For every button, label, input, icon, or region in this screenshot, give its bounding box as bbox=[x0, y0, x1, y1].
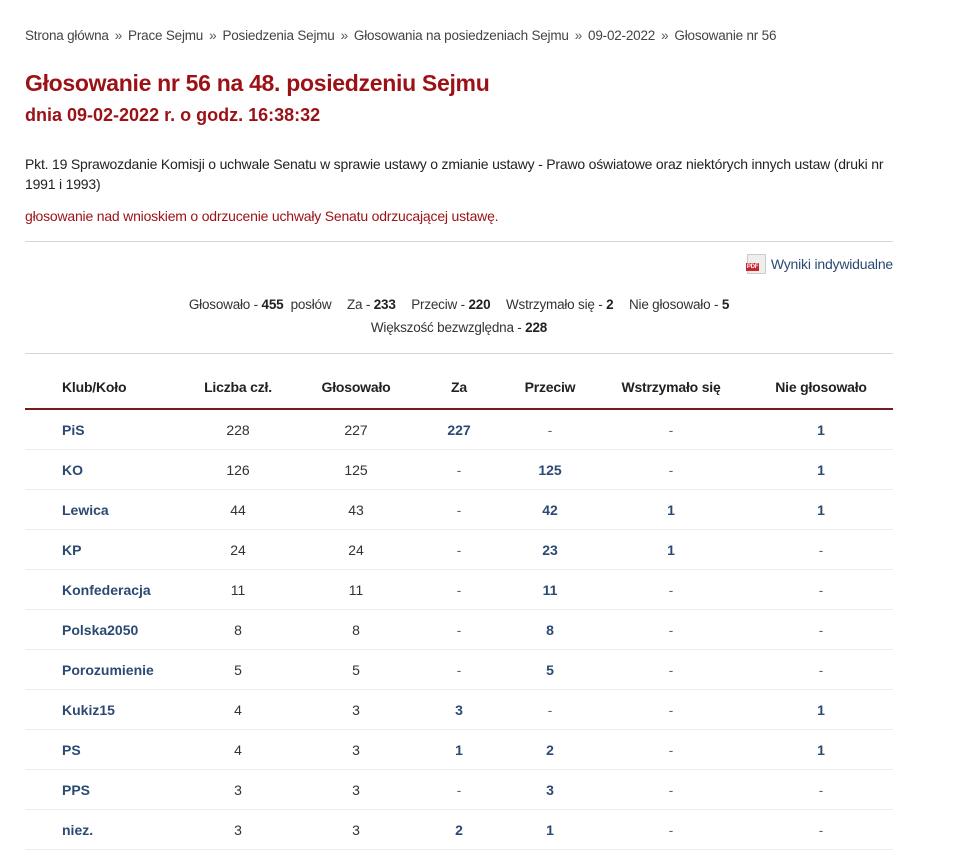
member-count: 5 bbox=[234, 661, 242, 678]
vote-count: 8 bbox=[546, 621, 554, 638]
against-label: Przeciw - bbox=[411, 297, 469, 312]
member-count: 8 bbox=[234, 621, 242, 638]
table-row bbox=[25, 810, 893, 850]
table-cell bbox=[593, 610, 749, 650]
empty-value: - bbox=[668, 781, 674, 798]
member-count: 4 bbox=[234, 701, 242, 718]
table-cell bbox=[301, 730, 411, 770]
table-cell bbox=[175, 450, 301, 490]
empty-value: - bbox=[456, 661, 462, 678]
member-count: 3 bbox=[352, 741, 360, 758]
table-cell bbox=[25, 650, 175, 690]
breadcrumb-item[interactable]: Prace Sejmu bbox=[128, 28, 204, 43]
empty-value: - bbox=[818, 621, 824, 638]
table-cell bbox=[175, 650, 301, 690]
table-row bbox=[25, 770, 893, 810]
column-header: Przeciw bbox=[507, 366, 593, 409]
table-cell bbox=[749, 810, 893, 850]
table-row bbox=[25, 610, 893, 650]
table-cell bbox=[411, 450, 507, 490]
club-link[interactable]: PPS bbox=[62, 781, 91, 798]
member-count: 3 bbox=[234, 821, 242, 838]
table-row bbox=[25, 690, 893, 730]
voted-suffix: posłów bbox=[290, 297, 332, 312]
table-cell bbox=[411, 610, 507, 650]
table-cell bbox=[175, 770, 301, 810]
table-cell bbox=[507, 570, 593, 610]
table-cell bbox=[301, 490, 411, 530]
vote-count: 23 bbox=[542, 541, 558, 558]
pdf-icon-label: PDF bbox=[746, 264, 759, 270]
club-link[interactable]: Porozumienie bbox=[62, 661, 154, 678]
table-cell bbox=[301, 810, 411, 850]
member-count: 24 bbox=[230, 541, 246, 558]
table-cell bbox=[25, 810, 175, 850]
table-cell bbox=[175, 409, 301, 450]
individual-results-link[interactable] bbox=[747, 254, 893, 274]
empty-value: - bbox=[456, 621, 462, 638]
table-cell bbox=[25, 570, 175, 610]
table-cell bbox=[411, 490, 507, 530]
column-header: Liczba czł. bbox=[175, 366, 301, 409]
vote-count: 11 bbox=[542, 581, 558, 598]
empty-value: - bbox=[456, 461, 462, 478]
table-cell bbox=[749, 610, 893, 650]
vote-count: 1 bbox=[817, 741, 825, 758]
table-cell bbox=[411, 770, 507, 810]
table-cell bbox=[301, 690, 411, 730]
abstain-label: Wstrzymało się - bbox=[505, 297, 607, 312]
table-cell bbox=[175, 690, 301, 730]
member-count: 227 bbox=[344, 421, 368, 438]
table-cell bbox=[411, 530, 507, 570]
page-title: Głosowanie nr 56 na 48. posiedzeniu Sejmu bbox=[25, 70, 490, 96]
table-cell bbox=[175, 570, 301, 610]
agenda-description: Pkt. 19 Sprawozdanie Komisji o uchwale Senatu w sprawie ustawy o zmianie ustawy - Prawo oświatowe oraz niektórych innych ustaw (druki nr 1991 i 1993) bbox=[25, 156, 884, 192]
empty-value: - bbox=[456, 541, 462, 558]
breadcrumb-item[interactable]: Posiedzenia Sejmu bbox=[222, 28, 335, 43]
member-count: 3 bbox=[352, 821, 360, 838]
table-cell bbox=[175, 810, 301, 850]
table-cell bbox=[301, 610, 411, 650]
table-cell bbox=[593, 409, 749, 450]
vote-count: 1 bbox=[667, 541, 675, 558]
table-cell bbox=[593, 810, 749, 850]
table-cell bbox=[25, 770, 175, 810]
table-cell bbox=[593, 730, 749, 770]
table-cell bbox=[507, 730, 593, 770]
empty-value: - bbox=[456, 781, 462, 798]
club-link[interactable]: KO bbox=[62, 461, 83, 478]
vote-count: 1 bbox=[455, 741, 463, 758]
table-cell bbox=[25, 530, 175, 570]
table-cell bbox=[175, 730, 301, 770]
empty-value: - bbox=[818, 821, 824, 838]
divider bbox=[25, 241, 893, 242]
table-cell bbox=[25, 450, 175, 490]
empty-value: - bbox=[456, 501, 462, 518]
against-count: 220 bbox=[468, 297, 491, 312]
vote-count: 1 bbox=[546, 821, 554, 838]
voted-label: Głosowało - bbox=[188, 297, 262, 312]
table-cell bbox=[749, 409, 893, 450]
breadcrumb-separator: » bbox=[340, 28, 348, 43]
table-cell bbox=[411, 570, 507, 610]
empty-value: - bbox=[818, 581, 824, 598]
table-cell bbox=[749, 770, 893, 810]
member-count: 44 bbox=[230, 501, 246, 518]
member-count: 43 bbox=[348, 501, 364, 518]
absent-count: 5 bbox=[721, 297, 730, 312]
table-row bbox=[25, 570, 893, 610]
club-link[interactable]: Polska2050 bbox=[62, 621, 139, 638]
table-cell bbox=[593, 530, 749, 570]
club-link[interactable]: Kukiz15 bbox=[62, 701, 115, 718]
empty-value: - bbox=[668, 421, 674, 438]
member-count: 8 bbox=[352, 621, 360, 638]
breadcrumb-item: Głosowanie nr 56 bbox=[674, 28, 777, 43]
vote-count: 2 bbox=[455, 821, 463, 838]
empty-value: - bbox=[668, 821, 674, 838]
breadcrumb-separator: » bbox=[209, 28, 217, 43]
empty-value: - bbox=[818, 541, 824, 558]
vote-count: 42 bbox=[542, 501, 558, 518]
empty-value: - bbox=[547, 701, 553, 718]
table-cell bbox=[411, 730, 507, 770]
vote-count: 1 bbox=[817, 501, 825, 518]
club-results-table bbox=[25, 366, 893, 850]
abstain-count: 2 bbox=[606, 297, 614, 312]
member-count: 11 bbox=[348, 581, 364, 598]
table-cell bbox=[301, 650, 411, 690]
table-cell bbox=[507, 409, 593, 450]
table-cell bbox=[749, 690, 893, 730]
table-cell bbox=[507, 610, 593, 650]
table-cell bbox=[175, 610, 301, 650]
vote-count: 227 bbox=[447, 421, 471, 438]
table-row bbox=[25, 730, 893, 770]
vote-count: 1 bbox=[817, 701, 825, 718]
club-link[interactable]: niez. bbox=[62, 821, 94, 838]
individual-results-label: Wyniki indywidualne bbox=[770, 256, 893, 272]
empty-value: - bbox=[668, 741, 674, 758]
majority-count: 228 bbox=[525, 320, 548, 335]
majority-label: Większość bezwzględna - bbox=[370, 320, 526, 335]
table-cell bbox=[593, 770, 749, 810]
breadcrumb-separator: » bbox=[574, 28, 583, 43]
breadcrumb-item[interactable]: Głosowania na posiedzeniach Sejmu bbox=[353, 28, 569, 43]
table-cell bbox=[507, 810, 593, 850]
member-count: 3 bbox=[352, 781, 360, 798]
table-cell bbox=[507, 650, 593, 690]
motion-text: głosowanie nad wnioskiem o odrzucenie uchwały Senatu odrzucającej ustawę. bbox=[25, 208, 499, 224]
table-cell bbox=[593, 650, 749, 690]
table-cell bbox=[25, 730, 175, 770]
member-count: 11 bbox=[230, 581, 246, 598]
table-cell bbox=[749, 450, 893, 490]
column-header: Klub/Koło bbox=[25, 366, 175, 409]
absent-label: Nie głosowało - bbox=[628, 297, 722, 312]
pdf-icon bbox=[747, 254, 766, 274]
table-row bbox=[25, 450, 893, 490]
table-cell bbox=[593, 690, 749, 730]
table-cell bbox=[507, 450, 593, 490]
empty-value: - bbox=[818, 781, 824, 798]
table-cell bbox=[749, 490, 893, 530]
table-cell bbox=[593, 450, 749, 490]
empty-value: - bbox=[668, 621, 674, 638]
member-count: 3 bbox=[352, 701, 360, 718]
empty-value: - bbox=[668, 581, 674, 598]
column-header: Wstrzymało się bbox=[593, 366, 749, 409]
table-cell bbox=[749, 570, 893, 610]
table-row bbox=[25, 409, 893, 450]
table-cell bbox=[507, 490, 593, 530]
breadcrumb bbox=[25, 28, 776, 43]
vote-summary bbox=[25, 293, 893, 339]
member-count: 3 bbox=[234, 781, 242, 798]
empty-value: - bbox=[547, 421, 553, 438]
column-header: Za bbox=[411, 366, 507, 409]
club-link[interactable]: PS bbox=[62, 741, 81, 758]
vote-count: 5 bbox=[546, 661, 554, 678]
breadcrumb-separator: » bbox=[661, 28, 669, 43]
empty-value: - bbox=[818, 661, 824, 678]
table-cell bbox=[175, 490, 301, 530]
table-cell bbox=[749, 530, 893, 570]
table-cell bbox=[507, 690, 593, 730]
empty-value: - bbox=[668, 701, 674, 718]
table-cell bbox=[301, 409, 411, 450]
vote-count: 3 bbox=[455, 701, 463, 718]
divider bbox=[25, 353, 893, 354]
breadcrumb-item[interactable]: 09-02-2022 bbox=[588, 28, 656, 43]
for-count: 233 bbox=[373, 297, 396, 312]
empty-value: - bbox=[668, 461, 674, 478]
table-row bbox=[25, 530, 893, 570]
table-cell bbox=[175, 530, 301, 570]
table-cell bbox=[749, 650, 893, 690]
vote-count: 1 bbox=[817, 421, 825, 438]
table-cell bbox=[507, 530, 593, 570]
table-cell bbox=[301, 530, 411, 570]
breadcrumb-separator: » bbox=[114, 28, 123, 43]
voted-count: 455 bbox=[261, 297, 284, 312]
table-cell bbox=[301, 450, 411, 490]
table-header-row bbox=[25, 366, 893, 409]
member-count: 24 bbox=[348, 541, 364, 558]
table-cell bbox=[301, 570, 411, 610]
breadcrumb-item[interactable]: Strona główna bbox=[25, 28, 109, 43]
club-link[interactable]: KP bbox=[62, 541, 82, 558]
member-count: 4 bbox=[234, 741, 242, 758]
empty-value: - bbox=[456, 581, 462, 598]
table-cell bbox=[301, 770, 411, 810]
member-count: 126 bbox=[226, 461, 250, 478]
table-cell bbox=[25, 409, 175, 450]
table-cell bbox=[749, 730, 893, 770]
table-cell bbox=[507, 770, 593, 810]
table-cell bbox=[411, 650, 507, 690]
table-cell bbox=[25, 610, 175, 650]
empty-value: - bbox=[668, 661, 674, 678]
member-count: 125 bbox=[344, 461, 368, 478]
column-header: Nie głosowało bbox=[749, 366, 893, 409]
table-cell bbox=[411, 690, 507, 730]
table-cell bbox=[25, 490, 175, 530]
table-cell bbox=[411, 810, 507, 850]
vote-count: 125 bbox=[538, 461, 562, 478]
table-row bbox=[25, 650, 893, 690]
member-count: 228 bbox=[226, 421, 250, 438]
member-count: 5 bbox=[352, 661, 360, 678]
vote-count: 2 bbox=[546, 741, 554, 758]
table-row bbox=[25, 490, 893, 530]
table-cell bbox=[411, 409, 507, 450]
vote-count: 3 bbox=[546, 781, 554, 798]
column-header: Głosowało bbox=[301, 366, 411, 409]
club-link[interactable]: PiS bbox=[62, 421, 85, 438]
page-subtitle: dnia 09-02-2022 r. o godz. 16:38:32 bbox=[25, 105, 321, 125]
club-link[interactable]: Konfederacja bbox=[62, 581, 151, 598]
table-cell bbox=[593, 570, 749, 610]
club-link[interactable]: Lewica bbox=[62, 501, 109, 518]
table-cell bbox=[25, 690, 175, 730]
vote-count: 1 bbox=[817, 461, 825, 478]
for-label: Za - bbox=[346, 297, 374, 312]
vote-count: 1 bbox=[667, 501, 675, 518]
table-cell bbox=[593, 490, 749, 530]
